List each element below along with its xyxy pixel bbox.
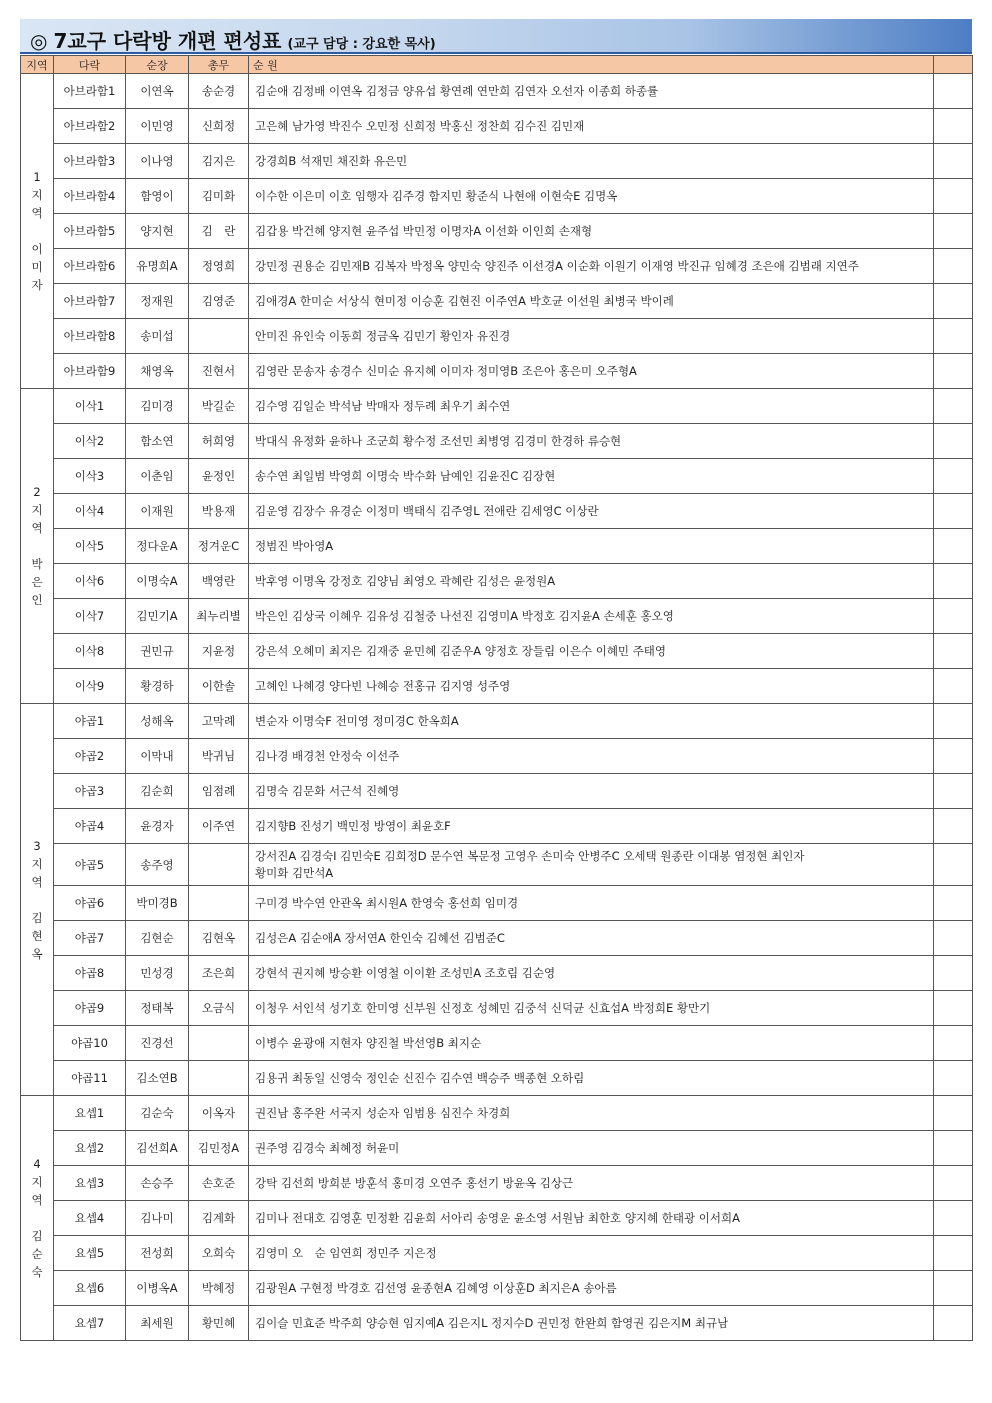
extra-cell <box>934 844 973 886</box>
secretary-cell: 김계화 <box>189 1201 249 1236</box>
header-members: 순 원 <box>249 56 934 74</box>
group-name-cell: 야곱7 <box>54 921 126 956</box>
members-cell: 김애경A 한미순 서상식 현미정 이승훈 김현진 이주연A 박호균 이선원 최병국 박이레 <box>249 284 934 319</box>
header-leader: 순장 <box>126 56 189 74</box>
group-name-cell: 야곱10 <box>54 1026 126 1061</box>
table-row <box>21 284 973 319</box>
table-row <box>21 214 973 249</box>
leader-cell: 황경하 <box>126 669 189 704</box>
region-label: 2 지 역 박 은 인 <box>21 389 54 704</box>
table-row <box>21 109 973 144</box>
members-cell: 김명숙 김문화 서근석 진혜영 <box>249 774 934 809</box>
extra-cell <box>934 634 973 669</box>
members-cell: 안미진 유인숙 이동희 정금옥 김민기 황인자 유진경 <box>249 319 934 354</box>
table-row <box>21 844 973 886</box>
members-cell: 강은석 오혜미 최지은 김재중 윤민혜 김준우A 양정호 장들림 이은수 이혜민 주태영 <box>249 634 934 669</box>
members-cell: 강민정 권용순 김민재B 김복자 박정옥 양민숙 양진주 이선경A 이순화 이원기 이재영 박진규 임혜경 조은애 김범래 지연주 <box>249 249 934 284</box>
members-cell: 구미경 박수연 안관옥 최시원A 한영숙 홍선희 임미경 <box>249 886 934 921</box>
extra-cell <box>934 354 973 389</box>
members-cell: 강탁 김선희 방희분 방훈석 홍미경 오연주 홍선기 방윤옥 김상근 <box>249 1166 934 1201</box>
extra-cell <box>934 886 973 921</box>
table-row <box>21 1271 973 1306</box>
group-name-cell: 이삭4 <box>54 494 126 529</box>
group-name-cell: 요셉3 <box>54 1166 126 1201</box>
members-cell: 강현석 권지혜 방승환 이영철 이이환 조성민A 조호림 김순영 <box>249 956 934 991</box>
members-cell: 정범진 박아영A <box>249 529 934 564</box>
leader-cell: 윤경자 <box>126 809 189 844</box>
group-name-cell: 야곱2 <box>54 739 126 774</box>
region-label: 3 지 역 김 현 옥 <box>21 704 54 1096</box>
extra-cell <box>934 1271 973 1306</box>
table-row <box>21 921 973 956</box>
leader-cell: 진경선 <box>126 1026 189 1061</box>
secretary-cell: 윤정인 <box>189 459 249 494</box>
table-row <box>21 599 973 634</box>
group-name-cell: 아브라함4 <box>54 179 126 214</box>
secretary-cell: 박귀님 <box>189 739 249 774</box>
leader-cell: 이명숙A <box>126 564 189 599</box>
leader-cell: 김순숙 <box>126 1096 189 1131</box>
leader-cell: 정재원 <box>126 284 189 319</box>
group-name-cell: 이삭3 <box>54 459 126 494</box>
secretary-cell: 임점례 <box>189 774 249 809</box>
extra-cell <box>934 249 973 284</box>
secretary-cell: 황민혜 <box>189 1306 249 1341</box>
members-cell: 김운영 김장수 유경순 이정미 백태식 김주영L 전애란 김세영C 이상란 <box>249 494 934 529</box>
members-cell: 박은인 김상국 이혜우 김유성 김철중 나선진 김영미A 박정호 김지윤A 손세훈 홍오영 <box>249 599 934 634</box>
header-region: 지역 <box>21 56 54 74</box>
table-row <box>21 494 973 529</box>
header-group: 다락 <box>54 56 126 74</box>
extra-cell <box>934 319 973 354</box>
extra-cell <box>934 704 973 739</box>
leader-cell: 정다운A <box>126 529 189 564</box>
secretary-cell: 김미화 <box>189 179 249 214</box>
secretary-cell: 허희영 <box>189 424 249 459</box>
header-extra <box>934 56 973 74</box>
secretary-cell <box>189 844 249 886</box>
leader-cell: 이재원 <box>126 494 189 529</box>
group-name-cell: 야곱4 <box>54 809 126 844</box>
group-name-cell: 야곱3 <box>54 774 126 809</box>
extra-cell <box>934 144 973 179</box>
table-row <box>21 1166 973 1201</box>
secretary-cell: 오희숙 <box>189 1236 249 1271</box>
leader-cell: 이춘임 <box>126 459 189 494</box>
members-cell: 박후영 이명옥 강정호 김양님 최영오 곽혜란 김성은 윤정원A <box>249 564 934 599</box>
members-cell: 변순자 이명숙F 전미영 정미경C 한옥희A <box>249 704 934 739</box>
leader-cell: 김민기A <box>126 599 189 634</box>
group-name-cell: 아브라함1 <box>54 74 126 109</box>
leader-cell: 이연옥 <box>126 74 189 109</box>
leader-cell: 김순희 <box>126 774 189 809</box>
group-name-cell: 아브라함6 <box>54 249 126 284</box>
members-cell: 박대식 유정화 윤하나 조군희 황수정 조선민 최병영 김경미 한경하 류승현 <box>249 424 934 459</box>
bullseye-icon: ◎ <box>30 29 48 53</box>
extra-cell <box>934 1061 973 1096</box>
table-row <box>21 739 973 774</box>
table-row <box>21 144 973 179</box>
secretary-cell: 오금식 <box>189 991 249 1026</box>
document-title <box>30 25 436 54</box>
secretary-cell: 고막례 <box>189 704 249 739</box>
table-row <box>21 319 973 354</box>
members-cell: 이청우 서인석 성기호 한미영 신부원 신정호 성혜민 김중석 신덕균 신효섭A 박정희E 황만기 <box>249 991 934 1026</box>
group-name-cell: 이삭9 <box>54 669 126 704</box>
leader-cell: 유명희A <box>126 249 189 284</box>
table-row <box>21 669 973 704</box>
extra-cell <box>934 739 973 774</box>
extra-cell <box>934 921 973 956</box>
extra-cell <box>934 494 973 529</box>
table-row <box>21 704 973 739</box>
members-cell: 고은혜 남가영 박진수 오민정 신희정 박홍신 정찬희 김수진 김민재 <box>249 109 934 144</box>
group-name-cell: 아브라함5 <box>54 214 126 249</box>
leader-cell: 김소연B <box>126 1061 189 1096</box>
secretary-cell: 김지은 <box>189 144 249 179</box>
table-header-row <box>21 56 973 74</box>
extra-cell <box>934 1236 973 1271</box>
extra-cell <box>934 956 973 991</box>
members-cell: 권진남 홍주완 서국지 성순자 임범용 심진수 차경희 <box>249 1096 934 1131</box>
members-cell: 고혜인 나혜경 양다빈 나혜승 전홍규 김지영 성주영 <box>249 669 934 704</box>
members-cell: 김수영 김일순 박석남 박매자 정두례 최우기 최수연 <box>249 389 934 424</box>
secretary-cell <box>189 319 249 354</box>
leader-cell: 함영이 <box>126 179 189 214</box>
leader-cell: 최세원 <box>126 1306 189 1341</box>
leader-cell: 김선희A <box>126 1131 189 1166</box>
table-row <box>21 991 973 1026</box>
secretary-cell: 송순경 <box>189 74 249 109</box>
extra-cell <box>934 459 973 494</box>
group-name-cell: 요셉2 <box>54 1131 126 1166</box>
title-main: 7교구 다락방 개편 편성표 <box>53 29 282 53</box>
table-row <box>21 774 973 809</box>
table-row <box>21 956 973 991</box>
leader-cell: 박미경B <box>126 886 189 921</box>
table-row <box>21 459 973 494</box>
table-row <box>21 74 973 109</box>
secretary-cell: 손호준 <box>189 1166 249 1201</box>
leader-cell: 이막내 <box>126 739 189 774</box>
members-cell: 김성은A 김순애A 장서연A 한인숙 김혜선 김범준C <box>249 921 934 956</box>
leader-cell: 권민규 <box>126 634 189 669</box>
leader-cell: 이민영 <box>126 109 189 144</box>
table-row <box>21 179 973 214</box>
members-cell: 송수연 최일범 박영희 이명숙 박수화 남예인 김윤진C 김장현 <box>249 459 934 494</box>
leader-cell: 이나영 <box>126 144 189 179</box>
extra-cell <box>934 109 973 144</box>
secretary-cell: 최누리별 <box>189 599 249 634</box>
secretary-cell: 김영준 <box>189 284 249 319</box>
members-cell: 권주영 김경숙 최혜정 허윤미 <box>249 1131 934 1166</box>
members-cell: 김갑용 박건혜 양지현 윤주섭 박민정 이명자A 이선화 이인희 손재형 <box>249 214 934 249</box>
secretary-cell <box>189 1026 249 1061</box>
group-name-cell: 야곱1 <box>54 704 126 739</box>
table-row <box>21 1306 973 1341</box>
extra-cell <box>934 284 973 319</box>
table-row <box>21 634 973 669</box>
table-row <box>21 1131 973 1166</box>
members-cell: 김광원A 구현정 박경호 김선영 윤종현A 김혜영 이상훈D 최지은A 송아름 <box>249 1271 934 1306</box>
group-name-cell: 아브라함2 <box>54 109 126 144</box>
extra-cell <box>934 214 973 249</box>
extra-cell <box>934 1131 973 1166</box>
leader-cell: 함소연 <box>126 424 189 459</box>
secretary-cell <box>189 1061 249 1096</box>
secretary-cell: 신희정 <box>189 109 249 144</box>
title-bar <box>20 19 972 54</box>
secretary-cell: 조은희 <box>189 956 249 991</box>
secretary-cell <box>189 886 249 921</box>
extra-cell <box>934 1026 973 1061</box>
secretary-cell: 진현서 <box>189 354 249 389</box>
members-cell: 강서진A 김경숙I 김민숙E 김희정D 문수연 복문정 고영우 손미숙 안병주C 오세택 원종란 이대봉 염정현 최인자 황미화 김만석A <box>249 844 934 886</box>
leader-cell: 민성경 <box>126 956 189 991</box>
group-name-cell: 야곱11 <box>54 1061 126 1096</box>
members-cell: 이수한 이은미 이호 임행자 김주경 함지민 황준식 나현애 이현숙E 김명옥 <box>249 179 934 214</box>
members-cell: 김지향B 진성기 백민정 방영이 최윤호F <box>249 809 934 844</box>
secretary-cell: 지윤정 <box>189 634 249 669</box>
group-name-cell: 야곱8 <box>54 956 126 991</box>
leader-cell: 손승주 <box>126 1166 189 1201</box>
group-name-cell: 이삭5 <box>54 529 126 564</box>
leader-cell: 송주영 <box>126 844 189 886</box>
group-name-cell: 요셉1 <box>54 1096 126 1131</box>
secretary-cell: 박혜정 <box>189 1271 249 1306</box>
group-name-cell: 요셉4 <box>54 1201 126 1236</box>
extra-cell <box>934 179 973 214</box>
members-cell: 김순애 김정배 이연옥 김정금 양유섭 황연례 연만희 김연자 오선자 이종희 하종률 <box>249 74 934 109</box>
title-subtitle: (교구 담당 : 강요한 목사) <box>287 37 436 52</box>
members-cell: 이병수 윤광애 지현자 양진철 박선영B 최지순 <box>249 1026 934 1061</box>
secretary-cell: 이옥자 <box>189 1096 249 1131</box>
group-name-cell: 아브라함9 <box>54 354 126 389</box>
extra-cell <box>934 74 973 109</box>
members-cell: 김나경 배경천 안정숙 이선주 <box>249 739 934 774</box>
group-name-cell: 이삭7 <box>54 599 126 634</box>
leader-cell: 김현순 <box>126 921 189 956</box>
leader-cell: 채영옥 <box>126 354 189 389</box>
secretary-cell: 김 란 <box>189 214 249 249</box>
extra-cell <box>934 1201 973 1236</box>
group-name-cell: 야곱5 <box>54 844 126 886</box>
leader-cell: 송미섭 <box>126 319 189 354</box>
secretary-cell: 박길순 <box>189 389 249 424</box>
members-cell: 강경희B 석재민 채진화 유은민 <box>249 144 934 179</box>
secretary-cell: 백영란 <box>189 564 249 599</box>
leader-cell: 전성희 <box>126 1236 189 1271</box>
leader-cell: 성해옥 <box>126 704 189 739</box>
table-row <box>21 1236 973 1271</box>
group-name-cell: 아브라함8 <box>54 319 126 354</box>
extra-cell <box>934 599 973 634</box>
group-name-cell: 야곱9 <box>54 991 126 1026</box>
table-row <box>21 389 973 424</box>
group-name-cell: 이삭1 <box>54 389 126 424</box>
leader-cell: 양지현 <box>126 214 189 249</box>
extra-cell <box>934 774 973 809</box>
extra-cell <box>934 529 973 564</box>
table-row <box>21 529 973 564</box>
table-row <box>21 564 973 599</box>
extra-cell <box>934 1306 973 1341</box>
extra-cell <box>934 1096 973 1131</box>
members-cell: 김영미 오 순 임연희 정민주 지은정 <box>249 1236 934 1271</box>
roster-table <box>20 55 973 1341</box>
secretary-cell: 이주연 <box>189 809 249 844</box>
header-secretary: 총무 <box>189 56 249 74</box>
secretary-cell: 박용재 <box>189 494 249 529</box>
table-row <box>21 1096 973 1131</box>
secretary-cell: 김민정A <box>189 1131 249 1166</box>
members-cell: 김이슬 민효준 박주희 양승현 임지예A 김은지L 정지수D 권민정 한완희 함영권 김은지M 최규남 <box>249 1306 934 1341</box>
leader-cell: 정태복 <box>126 991 189 1026</box>
group-name-cell: 요셉7 <box>54 1306 126 1341</box>
region-label: 4 지 역 김 순 숙 <box>21 1096 54 1341</box>
extra-cell <box>934 991 973 1026</box>
secretary-cell: 정영희 <box>189 249 249 284</box>
table-row <box>21 424 973 459</box>
group-name-cell: 아브라함3 <box>54 144 126 179</box>
extra-cell <box>934 669 973 704</box>
extra-cell <box>934 389 973 424</box>
table-row <box>21 886 973 921</box>
extra-cell <box>934 1166 973 1201</box>
table-row <box>21 1061 973 1096</box>
extra-cell <box>934 809 973 844</box>
region-label: 1 지 역 이 미 자 <box>21 74 54 389</box>
leader-cell: 김미경 <box>126 389 189 424</box>
group-name-cell: 야곱6 <box>54 886 126 921</box>
extra-cell <box>934 424 973 459</box>
members-cell: 김용귀 최동일 신영숙 정인순 신진수 김수연 백승주 백종현 오하림 <box>249 1061 934 1096</box>
group-name-cell: 요셉6 <box>54 1271 126 1306</box>
secretary-cell: 정겨운C <box>189 529 249 564</box>
group-name-cell: 아브라함7 <box>54 284 126 319</box>
table-row <box>21 809 973 844</box>
members-cell: 김미나 전대호 김영훈 민정환 김윤희 서아리 송영운 윤소영 서원남 최한호 양지혜 한태광 이서희A <box>249 1201 934 1236</box>
secretary-cell: 김현옥 <box>189 921 249 956</box>
table-row <box>21 1026 973 1061</box>
leader-cell: 김나미 <box>126 1201 189 1236</box>
group-name-cell: 이삭2 <box>54 424 126 459</box>
group-name-cell: 이삭8 <box>54 634 126 669</box>
table-row <box>21 1201 973 1236</box>
group-name-cell: 이삭6 <box>54 564 126 599</box>
secretary-cell: 이한솔 <box>189 669 249 704</box>
group-name-cell: 요셉5 <box>54 1236 126 1271</box>
roster-body <box>21 74 973 1341</box>
members-cell: 김영란 문송자 송경수 신미순 유지혜 이미자 정미영B 조은아 홍은미 오주형A <box>249 354 934 389</box>
leader-cell: 이병옥A <box>126 1271 189 1306</box>
table-row <box>21 249 973 284</box>
extra-cell <box>934 564 973 599</box>
table-row <box>21 354 973 389</box>
